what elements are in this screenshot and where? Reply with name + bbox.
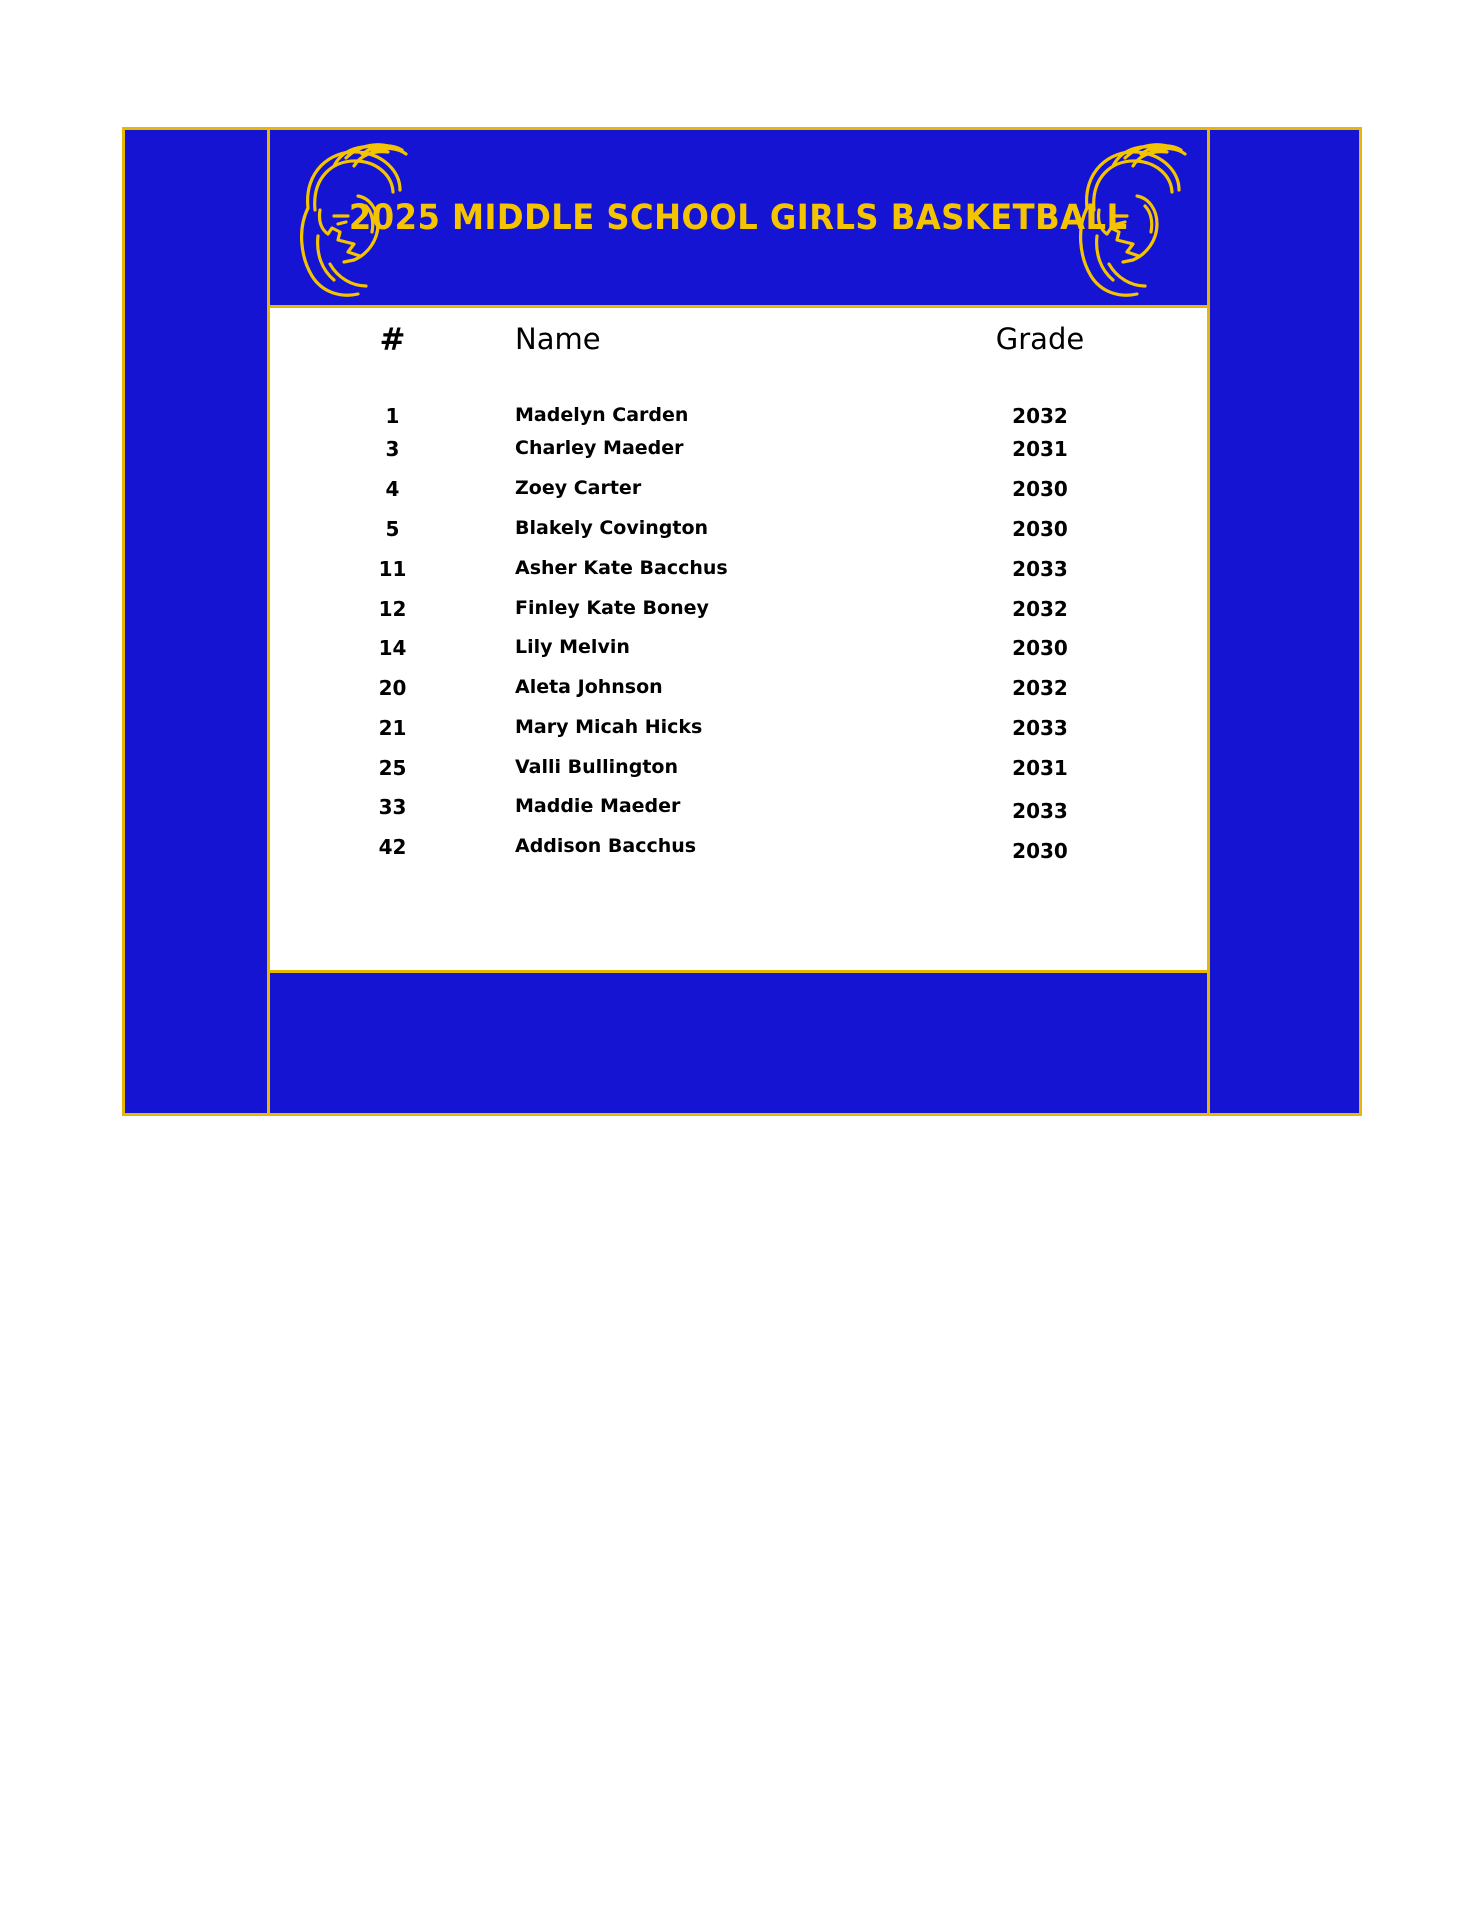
player-grade: 2033 xyxy=(1012,557,1068,581)
player-number: 25 xyxy=(378,756,407,780)
player-number: 5 xyxy=(385,517,400,541)
table-row xyxy=(270,756,1207,780)
player-grade: 2032 xyxy=(1012,404,1068,428)
player-grade: 2030 xyxy=(1012,839,1068,863)
table-row xyxy=(270,597,1207,621)
table-header-row xyxy=(270,322,1207,358)
column-header-name: Name xyxy=(515,322,601,356)
table-row xyxy=(270,404,1207,428)
player-name: Charley Maeder xyxy=(515,437,684,459)
table-row xyxy=(270,795,1207,823)
player-grade: 2031 xyxy=(1012,437,1068,461)
roster-table xyxy=(270,308,1207,973)
player-grade: 2032 xyxy=(1012,676,1068,700)
player-number: 21 xyxy=(378,716,407,740)
player-grade: 2031 xyxy=(1012,756,1068,780)
table-row xyxy=(270,557,1207,581)
player-number: 14 xyxy=(378,636,407,660)
page-title: 2025 MIDDLE SCHOOL GIRLS BASKETBALL xyxy=(349,197,1128,238)
player-name: Zoey Carter xyxy=(515,477,642,499)
player-number: 3 xyxy=(385,437,400,461)
player-number: 42 xyxy=(378,835,407,859)
table-row xyxy=(270,835,1207,863)
player-number: 11 xyxy=(378,557,407,581)
player-grade: 2030 xyxy=(1012,517,1068,541)
player-grade: 2030 xyxy=(1012,636,1068,660)
player-number: 4 xyxy=(385,477,400,501)
poster-header xyxy=(270,130,1207,308)
table-row xyxy=(270,716,1207,740)
player-name: Valli Bullington xyxy=(515,756,678,778)
player-number: 12 xyxy=(378,597,407,621)
table-row xyxy=(270,676,1207,700)
player-name: Lily Melvin xyxy=(515,636,630,658)
player-name: Addison Bacchus xyxy=(515,835,697,857)
player-grade: 2030 xyxy=(1012,477,1068,501)
player-name: Finley Kate Boney xyxy=(515,597,709,619)
player-grade: 2033 xyxy=(1012,799,1068,823)
player-name: Madelyn Carden xyxy=(515,404,689,426)
player-name: Asher Kate Bacchus xyxy=(515,557,728,579)
table-row xyxy=(270,636,1207,660)
player-name: Mary Micah Hicks xyxy=(515,716,703,738)
poster-inner-panel xyxy=(267,130,1210,1113)
roster-poster xyxy=(122,127,1362,1116)
table-row xyxy=(270,517,1207,541)
player-grade: 2032 xyxy=(1012,597,1068,621)
column-header-number: # xyxy=(379,322,406,358)
table-row xyxy=(270,437,1207,461)
player-grade: 2033 xyxy=(1012,716,1068,740)
poster-footer-block xyxy=(270,973,1207,1113)
player-name: Aleta Johnson xyxy=(515,676,663,698)
player-name: Maddie Maeder xyxy=(515,795,681,817)
table-row xyxy=(270,477,1207,501)
column-header-grade: Grade xyxy=(995,322,1085,356)
player-number: 1 xyxy=(385,404,400,428)
player-number: 20 xyxy=(378,676,407,700)
player-number: 33 xyxy=(378,795,407,819)
player-name: Blakely Covington xyxy=(515,517,709,539)
